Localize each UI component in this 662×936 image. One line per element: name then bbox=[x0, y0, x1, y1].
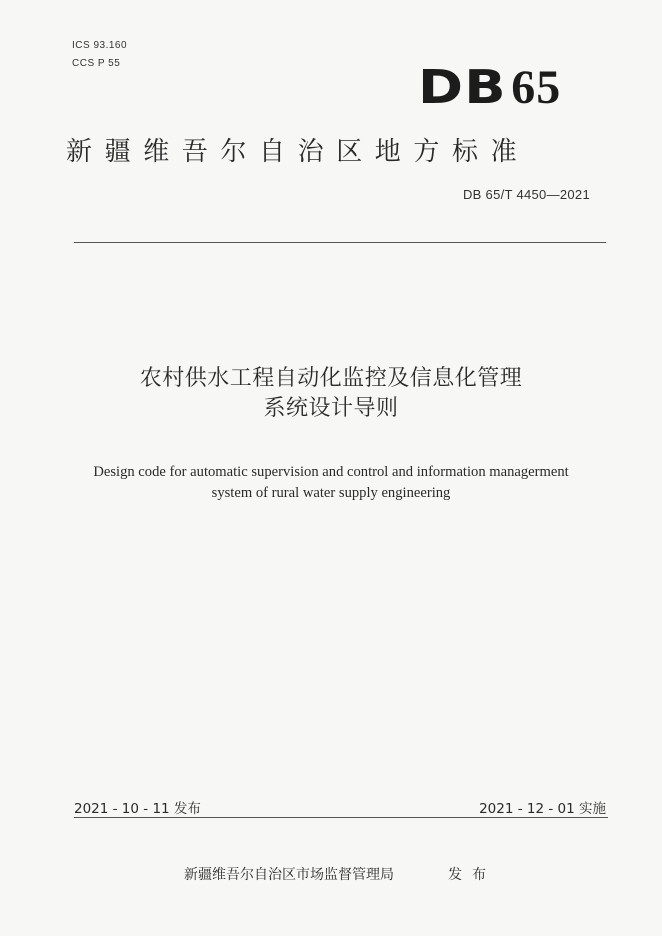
ccs-code: CCS P 55 bbox=[72, 58, 121, 69]
standard-number: DB 65/T 4450—2021 bbox=[462, 187, 590, 202]
chinese-title-line-1: 农村供水工程自动化监控及信息化管理 bbox=[139, 366, 523, 391]
issuing-action: 发布 bbox=[448, 867, 496, 883]
logo-number: 65 bbox=[511, 60, 562, 114]
standard-authority: 新疆维吾尔自治区地方标准 bbox=[66, 137, 530, 167]
top-divider bbox=[74, 242, 606, 243]
bottom-divider bbox=[74, 817, 608, 818]
logo-letters: DB bbox=[418, 60, 507, 114]
english-title-line-2: system of rural water supply engineering bbox=[211, 485, 451, 501]
issue-date: 2021 - 10 - 11 发布 bbox=[74, 801, 201, 817]
implementation-date: 2021 - 12 - 01 实施 bbox=[479, 801, 606, 817]
english-title-line-1: Design code for automatic supervision and control and information managerment bbox=[93, 464, 569, 480]
db-logo bbox=[418, 62, 561, 112]
chinese-title bbox=[50, 364, 612, 424]
ics-code: ICS 93.160 bbox=[72, 40, 128, 51]
chinese-title-line-2: 系统设计导则 bbox=[263, 396, 399, 421]
english-title bbox=[50, 462, 612, 504]
issuing-authority: 新疆维吾尔自治区市场监督管理局 bbox=[184, 867, 394, 883]
